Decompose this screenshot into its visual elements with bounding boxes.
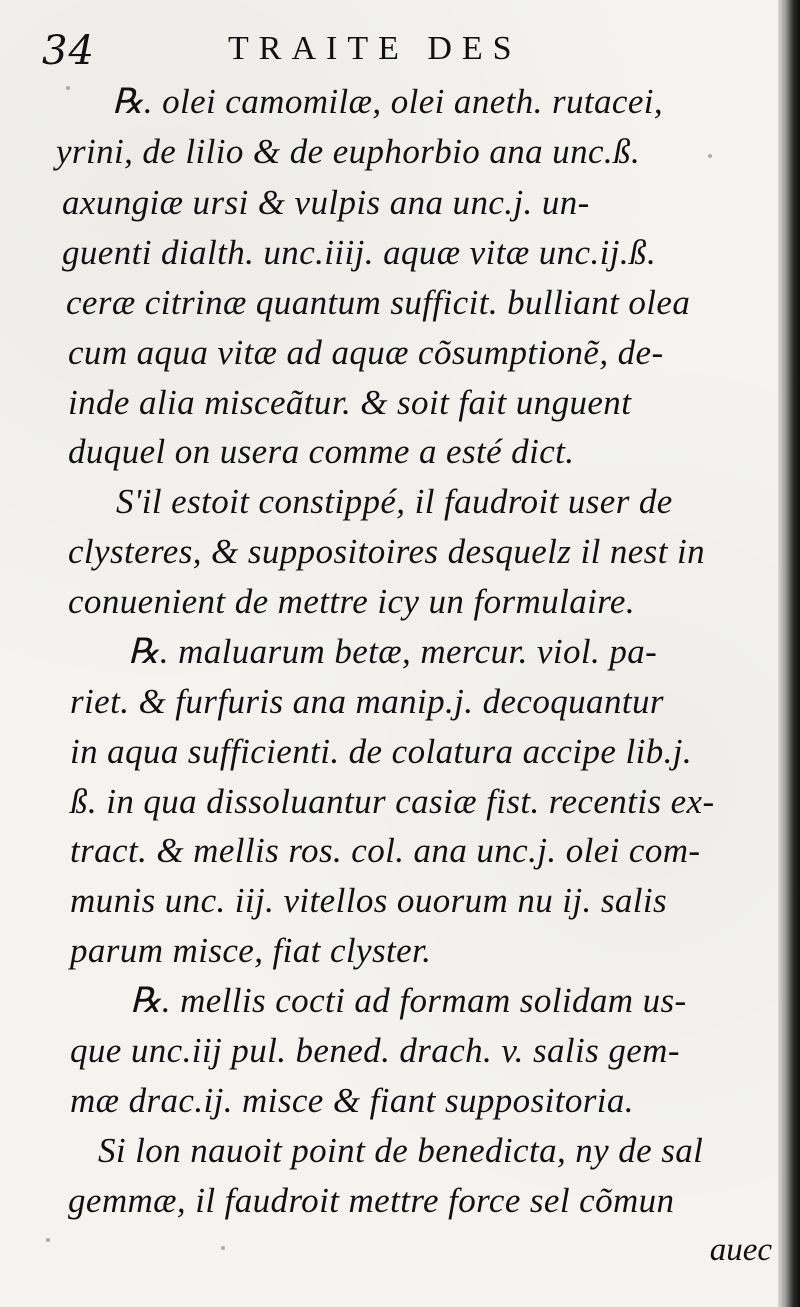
- text-line: que unc.iij pul. bened. drach. v. salis gem-: [70, 1031, 680, 1070]
- running-title: TRAITE DES: [228, 30, 522, 67]
- ink-speck: [66, 86, 70, 90]
- catchword: auec: [709, 1232, 772, 1268]
- text-line: duquel on usera comme a esté dict.: [68, 432, 575, 471]
- text-line: S'il estoit constippé, il faudroit user de: [116, 482, 673, 521]
- text-line: yrini, de lilio & de euphorbio ana unc.ß.: [56, 132, 641, 171]
- text-line: munis unc. iij. vitellos ouorum nu ij. salis: [70, 881, 668, 920]
- text-line: ℞. maluarum betæ, mercur. viol. pa-: [128, 632, 658, 671]
- text-line: in aqua sufficienti. de colatura accipe lib.j.: [70, 732, 693, 771]
- ink-speck: [221, 1246, 225, 1250]
- text-line: cum aqua vitæ ad aquæ cõsumptionẽ, de-: [68, 333, 664, 372]
- text-line: ℞. mellis cocti ad formam solidam us-: [130, 981, 687, 1020]
- text-line: guenti dialth. unc.iiij. aquæ vitæ unc.ij.ß.: [62, 233, 657, 272]
- text-line: riet. & furfuris ana manip.j. decoquantur: [70, 682, 664, 721]
- text-line: Si lon nauoit point de benedicta, ny de sal: [98, 1131, 704, 1170]
- page-number: 34: [42, 28, 95, 74]
- text-line: clysteres, & suppositoires desquelz il nest in: [68, 532, 706, 571]
- text-line: conuenient de mettre icy un formulaire.: [68, 582, 636, 621]
- page-binding-edge: [778, 0, 800, 1307]
- text-line: tract. & mellis ros. col. ana unc.j. olei com-: [70, 831, 701, 870]
- text-line: gemmæ, il faudroit mettre force sel cõmun: [68, 1181, 675, 1220]
- text-line: ℞. olei camomilæ, olei aneth. rutacei,: [112, 82, 664, 121]
- text-line: ceræ citrinæ quantum sufficit. bulliant olea: [66, 283, 691, 322]
- ink-speck: [708, 154, 712, 158]
- text-line: parum misce, fiat clyster.: [70, 931, 432, 970]
- text-line: axungiæ ursi & vulpis ana unc.j. un-: [62, 183, 590, 222]
- ink-speck: [46, 1238, 50, 1242]
- text-line: mæ drac.ij. misce & fiant suppositoria.: [70, 1081, 634, 1120]
- text-line: inde alia misceãtur. & soit fait unguent: [68, 383, 632, 422]
- ink-speck: [604, 900, 608, 904]
- text-line: ß. in qua dissoluantur casiæ fist. recentis ex-: [70, 782, 715, 821]
- page-header: [42, 28, 762, 72]
